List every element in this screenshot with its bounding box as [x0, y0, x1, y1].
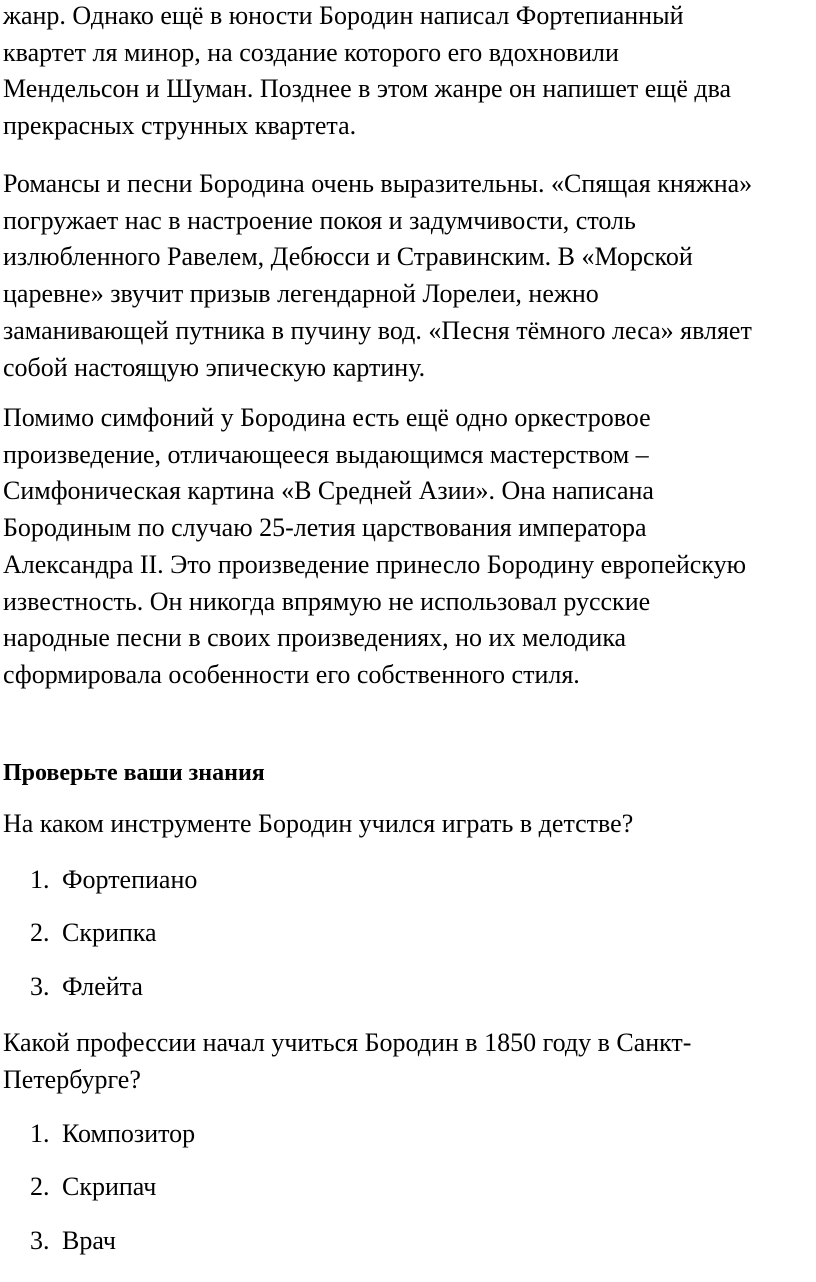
quiz-heading: Проверьте ваши знания	[3, 760, 265, 786]
option-number: 3.	[30, 1226, 50, 1255]
question-1-option-2	[30, 916, 157, 950]
option-text: Флейта	[62, 972, 143, 1001]
question-2-option-3	[30, 1224, 116, 1258]
option-text: Композитор	[62, 1119, 196, 1148]
option-text: Скрипач	[62, 1172, 157, 1201]
option-text: Фортепиано	[62, 865, 198, 894]
question-2-option-1	[30, 1117, 195, 1151]
option-text: Скрипка	[62, 918, 157, 947]
option-text: Врач	[62, 1226, 116, 1255]
question-2: Какой профессии начал учиться Бородин в 1850 году в Санкт- Петербурге?	[3, 1028, 692, 1094]
paragraph-1: жанр. Однако ещё в юности Бородин написал Фортепианный квартет ля минор, на создание которого его вдохновили Мендельсон и Шуман. Позднее в этом жанре он напишет ещё два прекрасных струнных квартета.	[3, 1, 732, 141]
option-number: 2.	[30, 1172, 50, 1201]
option-number: 2.	[30, 918, 50, 947]
option-number: 1.	[30, 865, 50, 894]
question-1-option-1	[30, 863, 197, 897]
question-1: На каком инструменте Бородин учился играть в детстве?	[3, 809, 634, 838]
question-1-option-3	[30, 970, 143, 1004]
option-number: 1.	[30, 1119, 50, 1148]
paragraph-3: Помимо симфоний у Бородина есть ещё одно оркестровое произведение, отличающееся выдающимся мастерством – Симфоническая картина «В Средней Азии». Она написана Бородиным по случаю 25-летия царствования императора Александра II. Это произведение принесло Бородину европейскую известность. Он никогда впрямую не использовал русские народные песни в своих произведениях, но их мелодика сформировала особенности его собственного стиля.	[3, 403, 747, 689]
option-number: 3.	[30, 972, 50, 1001]
question-2-option-2	[30, 1170, 156, 1204]
paragraph-2: Романсы и песни Бородина очень выразительны. «Спящая княжна» погружает нас в настроение покоя и задумчивости, столь излюбленного Равелем, Дебюсси и Стравинским. В «Морской царевне» звучит призыв легендарной Лорелеи, нежно заманивающей путника в пучину вод. «Песня тёмного леса» являет собой настоящую эпическую картину.	[3, 169, 753, 382]
